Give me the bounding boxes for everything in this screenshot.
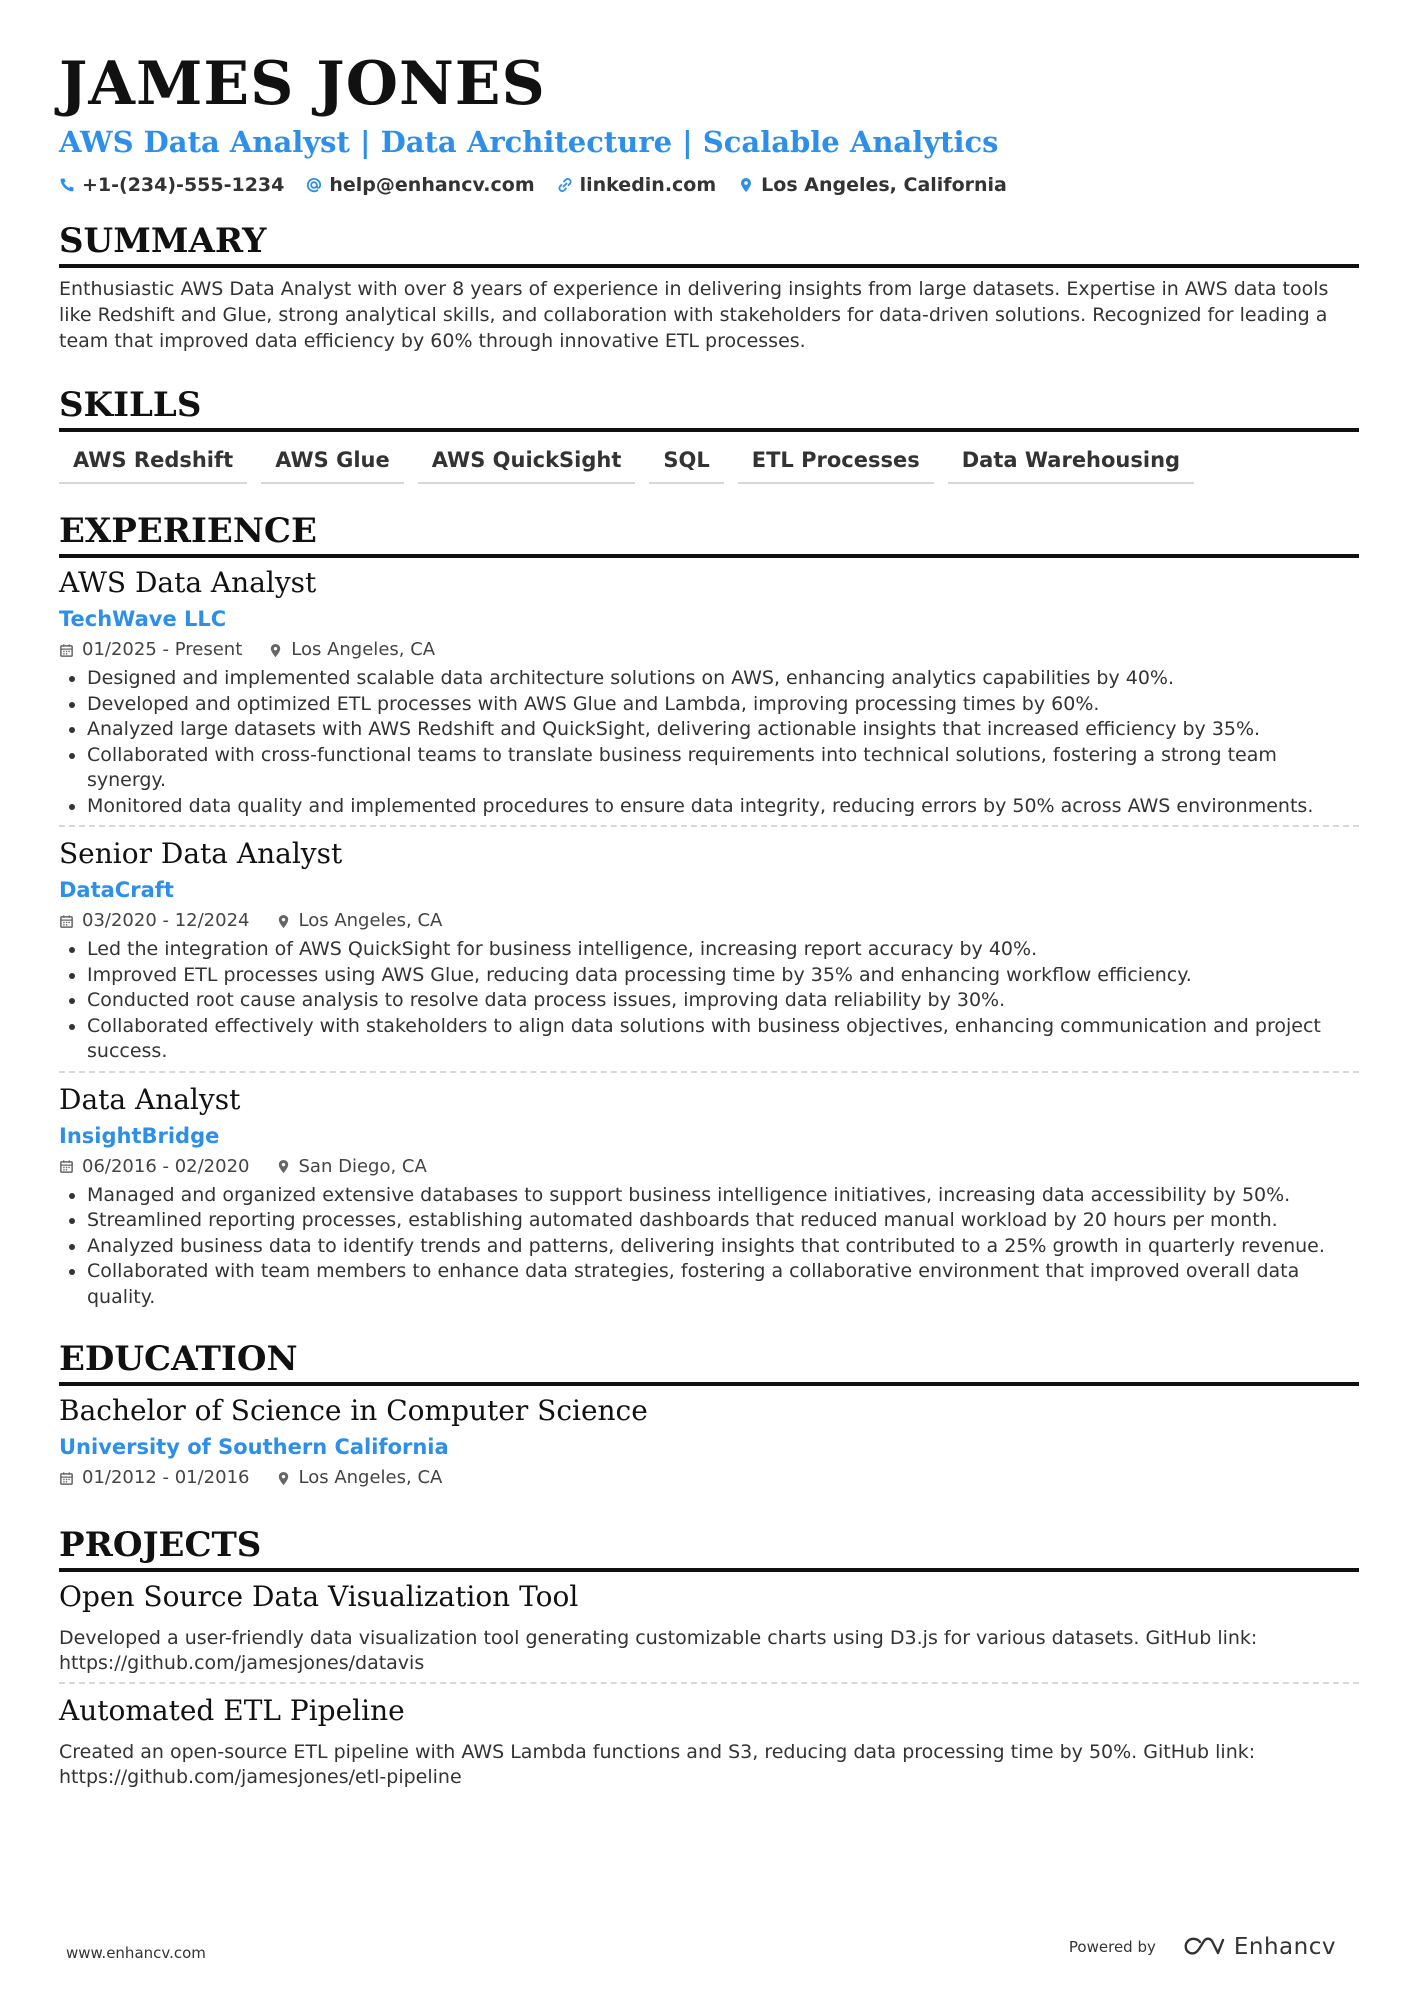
bullet-item: • Streamlined reporting processes, establishing automated dashboards that reduced manual workload by 20 hours per month.: [87, 1208, 1359, 1234]
calendar-icon: [59, 1159, 74, 1174]
job-title: Data Analyst: [59, 1082, 241, 1116]
calendar-icon: [59, 1471, 74, 1486]
job-dates: [59, 1153, 250, 1181]
bullet-item: • Analyzed large datasets with AWS Redshift and QuickSight, delivering actionable insights that increased efficiency by 35%.: [87, 717, 1359, 743]
job-location-text: Los Angeles, CA: [298, 910, 443, 931]
experience-entry: [59, 1071, 1359, 1317]
email-text: help@enhancv.com: [329, 174, 535, 196]
job-meta: [59, 636, 1359, 664]
candidate-name: JAMES JONES: [59, 49, 546, 119]
location-pin-icon: [268, 643, 283, 658]
contact-email[interactable]: [306, 174, 534, 196]
job-dates-text: 01/2025 - Present: [82, 639, 243, 660]
location-text: Los Angeles, California: [761, 174, 1007, 196]
footer-website[interactable]: www.enhancv.com: [66, 1944, 206, 1962]
location-pin-icon: [276, 914, 291, 929]
bullet-item: • Analyzed business data to identify trends and patterns, delivering insights that contributed to a 25% growth in quarterly revenue.: [87, 1234, 1359, 1260]
projects-title: PROJECTS: [59, 1524, 1359, 1572]
education-meta: [59, 1464, 1359, 1492]
enhancv-logo[interactable]: [1182, 1934, 1336, 1960]
project-title: Automated ETL Pipeline: [59, 1694, 405, 1727]
job-meta: [59, 1153, 1359, 1181]
education-entry: [59, 1392, 1359, 1498]
bullet-item: • Improved ETL processes using AWS Glue, reducing data processing time by 35% and enhancing workflow efficiency.: [87, 963, 1359, 989]
phone-text: +1-(234)-555-1234: [82, 174, 285, 196]
location-pin-icon: [276, 1159, 291, 1174]
footer-branding: [1069, 1934, 1336, 1960]
bullet-item: • Collaborated with cross-functional teams to translate business requirements into technical solutions, fostering a strong team synergy.: [87, 743, 1359, 794]
resume-header: [59, 48, 1359, 196]
degree-title: Bachelor of Science in Computer Science: [59, 1394, 648, 1427]
job-dates-text: 06/2016 - 02/2020: [82, 1155, 250, 1177]
job-title: AWS Data Analyst: [59, 566, 317, 599]
summary-title: SUMMARY: [59, 220, 1359, 268]
linkedin-text: linkedin.com: [579, 174, 717, 196]
skills-list: [59, 442, 1359, 484]
location-pin-icon: [276, 1471, 291, 1486]
experience-entry: [59, 564, 1359, 825]
bullet-item: • Led the integration of AWS QuickSight for business intelligence, increasing report accuracy by 40%.: [87, 937, 1359, 963]
powered-by-label: Powered by: [1068, 1938, 1156, 1956]
education-dates-text: 01/2012 - 01/2016: [82, 1467, 250, 1488]
school-name: University of Southern California: [59, 1435, 449, 1459]
education-location: [276, 1464, 443, 1492]
headline: AWS Data Analyst | Data Architecture | Scalable Analytics: [59, 125, 999, 159]
contact-linkedin[interactable]: [557, 174, 717, 196]
contact-row: [59, 174, 1359, 196]
job-dates-text: 03/2020 - 12/2024: [82, 910, 250, 931]
experience-section: [59, 510, 1359, 1316]
company-name: DataCraft: [59, 878, 174, 902]
company-name: InsightBridge: [59, 1123, 220, 1148]
job-dates: [59, 907, 250, 935]
enhancv-logo-icon: [1182, 1936, 1226, 1958]
skills-title: SKILLS: [59, 384, 1359, 432]
calendar-icon: [59, 643, 74, 658]
contact-phone[interactable]: [59, 174, 284, 196]
job-location: [268, 636, 435, 664]
skill-tag: AWS Redshift: [59, 442, 247, 484]
bullet-item: • Conducted root cause analysis to resolve data process issues, improving data reliability by 30%.: [87, 988, 1359, 1014]
resume-page: [59, 48, 1359, 1796]
project-title: Open Source Data Visualization Tool: [59, 1580, 579, 1613]
location-pin-icon: [738, 177, 754, 193]
education-dates: [59, 1464, 250, 1492]
skill-tag: AWS QuickSight: [418, 442, 636, 484]
project-entry: [59, 1682, 1359, 1796]
summary-section: [59, 220, 1359, 354]
phone-icon: [59, 177, 75, 193]
experience-title: EXPERIENCE: [59, 510, 1359, 558]
bullet-item: • Monitored data quality and implemented procedures to ensure data integrity, reducing errors by 50% across AWS environments.: [87, 794, 1359, 820]
education-title: EDUCATION: [59, 1338, 1359, 1386]
education-section: [59, 1338, 1359, 1498]
job-dates: [59, 636, 242, 664]
project-description: Developed a user-friendly data visualization tool generating customizable charts using D3.js for various datasets. GitHub link: https://github.com/jamesjones/datavis: [59, 1627, 1258, 1674]
skill-tag: SQL: [649, 442, 723, 484]
bullet-item: • Managed and organized extensive databases to support business intelligence initiatives, increasing data accessibility by 50%.: [87, 1183, 1359, 1209]
summary-text: Enthusiastic AWS Data Analyst with over 8 years of experience in delivering insights from large datasets. Expertise in AWS data tools like Redshift and Glue, strong analytical skills, and collaboration with stakeholders for data-driven solutions. Recognized for leading a team that improved data efficiency by 60% through innovative ETL processes.: [59, 278, 1329, 352]
bullet-item: • Designed and implemented scalable data architecture solutions on AWS, enhancing analytics capabilities by 40%.: [87, 666, 1359, 692]
job-location-text: Los Angeles, CA: [291, 639, 436, 660]
job-location-text: San Diego, CA: [298, 1155, 427, 1177]
bullet-item: • Collaborated with team members to enhance data strategies, fostering a collaborative environment that improved overall data quality.: [87, 1259, 1359, 1310]
company-name: TechWave LLC: [59, 607, 227, 631]
job-bullets: [59, 666, 1359, 819]
job-bullets: [59, 1183, 1359, 1311]
enhancv-brand-text: Enhancv: [1233, 1934, 1336, 1960]
projects-section: [59, 1524, 1359, 1796]
at-icon: [306, 177, 322, 193]
job-bullets: [59, 937, 1359, 1065]
job-title: Senior Data Analyst: [59, 837, 343, 870]
job-location: [276, 1153, 427, 1181]
job-meta: [59, 907, 1359, 935]
education-location-text: Los Angeles, CA: [298, 1467, 443, 1488]
bullet-item: • Collaborated effectively with stakeholders to align data solutions with business objectives, enhancing communication and project success.: [87, 1014, 1359, 1065]
skill-tag: Data Warehousing: [948, 442, 1194, 484]
contact-location: [738, 174, 1007, 196]
project-description: Created an open-source ETL pipeline with AWS Lambda functions and S3, reducing data processing time by 50%. GitHub link: https://github.com/jamesjones/etl-pipeline: [59, 1741, 1256, 1788]
experience-entry: [59, 825, 1359, 1071]
skills-section: [59, 384, 1359, 484]
project-entry: [59, 1578, 1359, 1682]
job-location: [276, 907, 443, 935]
bullet-item: • Developed and optimized ETL processes with AWS Glue and Lambda, improving processing times by 60%.: [87, 692, 1359, 718]
skill-tag: ETL Processes: [738, 442, 934, 484]
calendar-icon: [59, 914, 74, 929]
link-icon: [557, 177, 573, 193]
skill-tag: AWS Glue: [261, 442, 404, 484]
